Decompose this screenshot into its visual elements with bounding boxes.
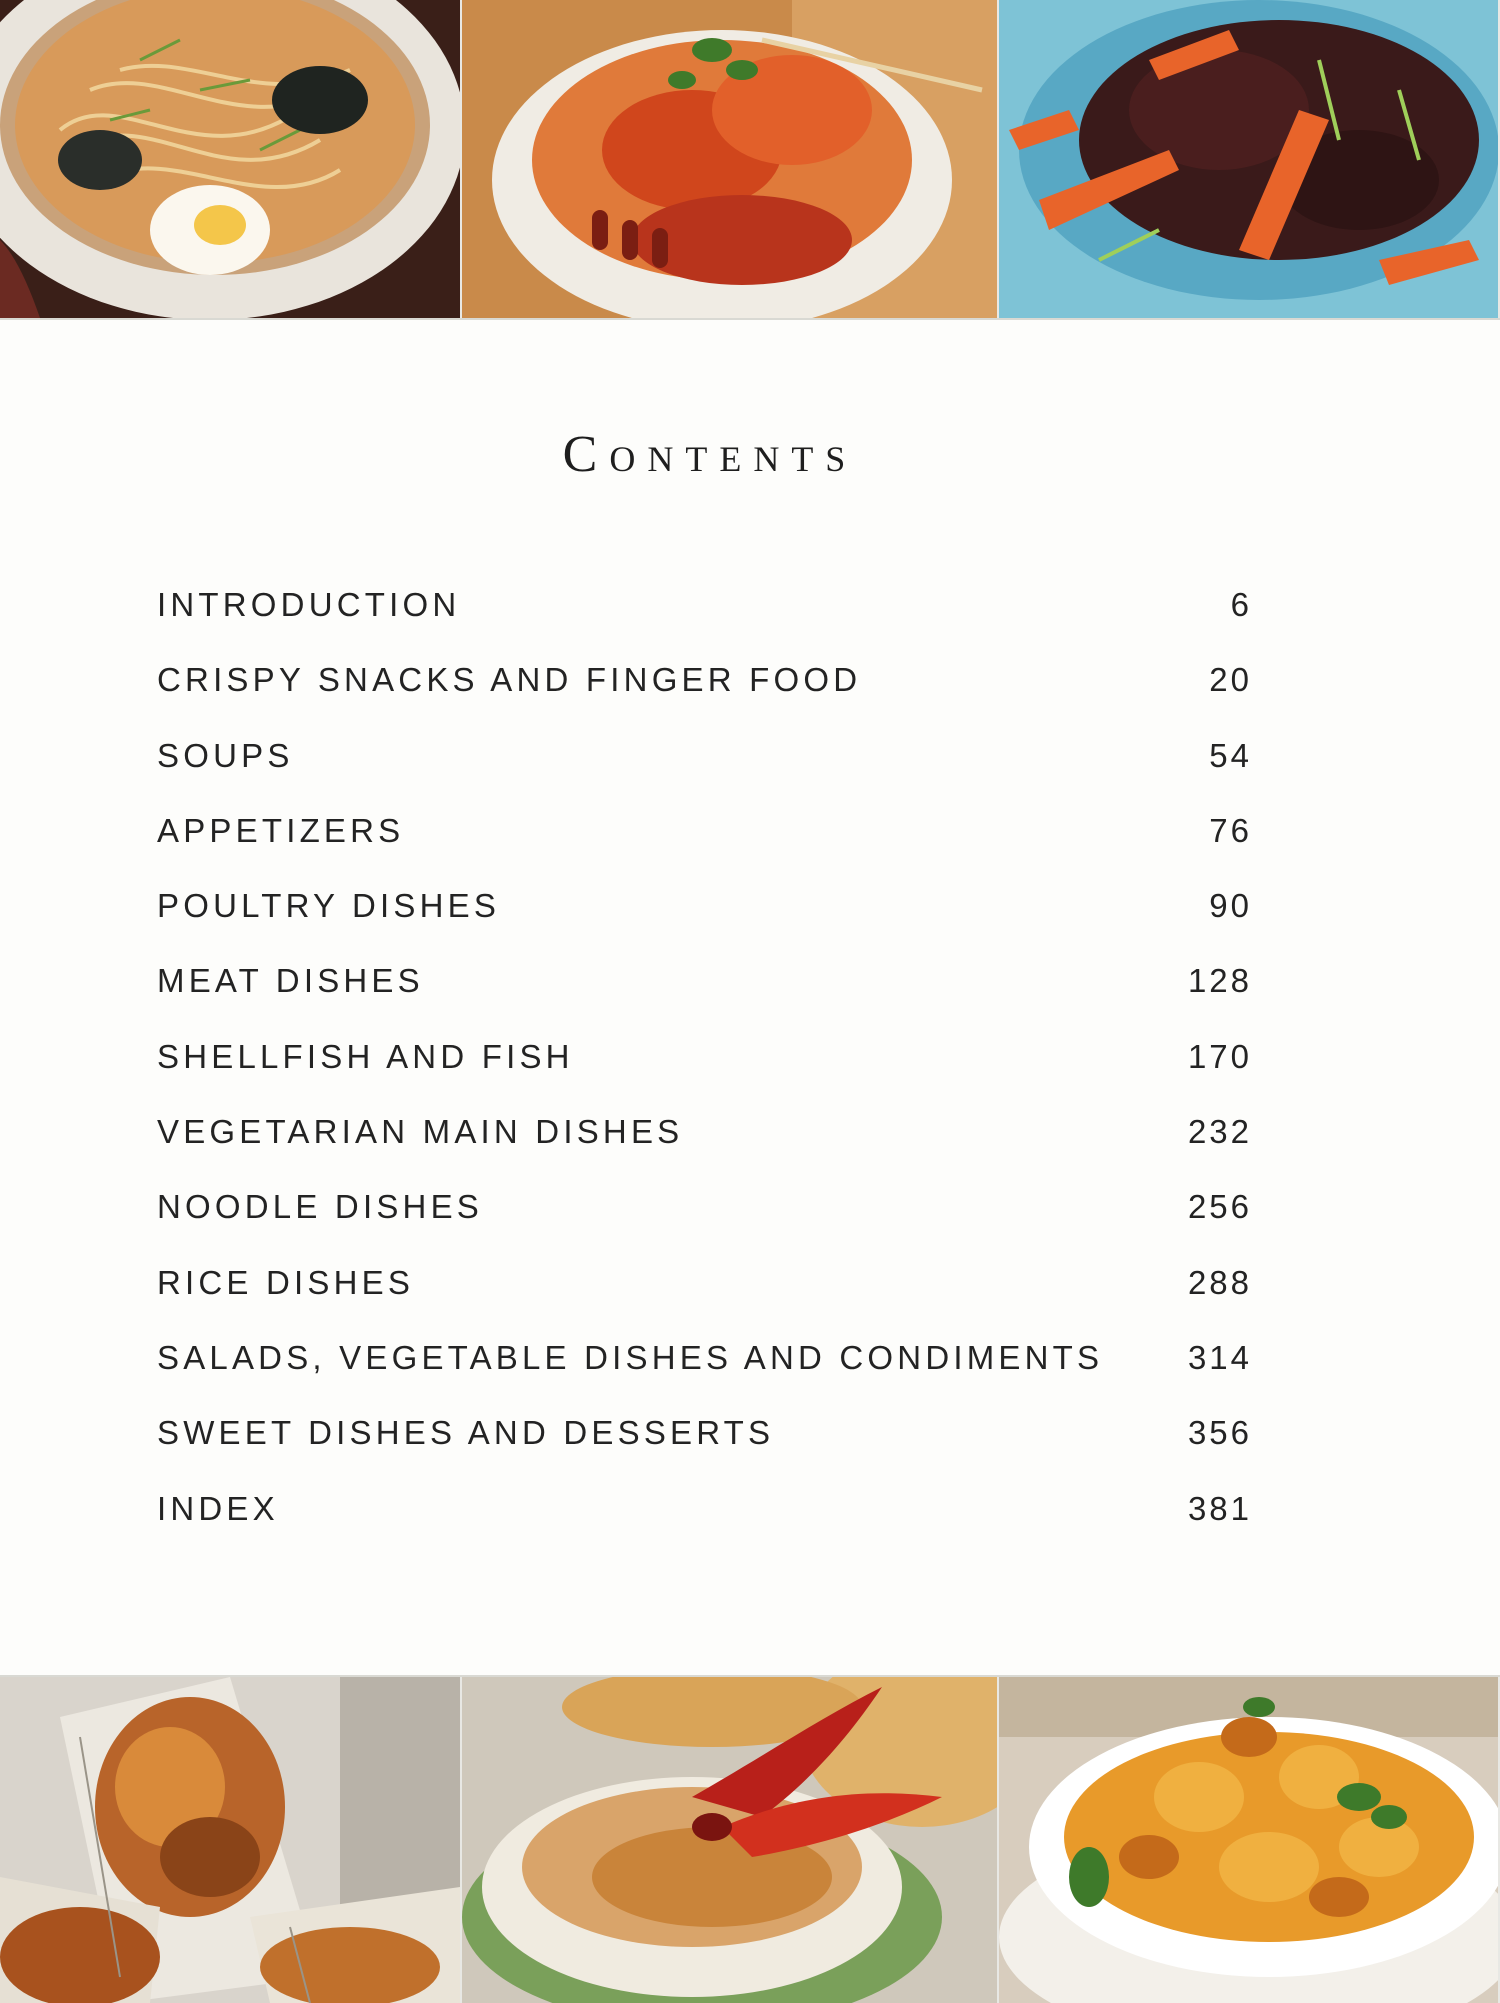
toc-entry-label: NOODLE DISHES [157,1188,483,1226]
curry-bowl-photo [999,1677,1498,2003]
toc-entry[interactable] [157,1264,1252,1339]
page-title: Contents [562,426,858,483]
toc-entry[interactable] [157,887,1252,962]
toc-entry-page: 6 [1230,586,1252,623]
toc-entry-page: 90 [1209,887,1252,925]
toc-entry-page: 356 [1187,1414,1252,1452]
table-of-contents [157,586,1252,1565]
toc-entry[interactable] [157,1490,1252,1565]
toc-entry[interactable] [157,1038,1252,1113]
top-photo-strip [0,0,1500,320]
toc-entry-label: VEGETARIAN MAIN DISHES [157,1113,684,1151]
paper-cone-snacks-photo [0,1677,460,2003]
toc-entry-label: APPETIZERS [157,811,405,849]
bottom-photo-strip [0,1675,1500,2003]
toc-entry[interactable] [157,1339,1252,1414]
toc-entry-page: 20 [1209,661,1252,699]
toc-entry-label: SOUPS [157,736,294,774]
toc-entry[interactable] [157,1113,1252,1188]
toc-entry-label: SHELLFISH AND FISH [157,1037,574,1075]
toc-entry-label: INTRODUCTION [157,586,461,623]
toc-entry[interactable] [157,586,1252,661]
toc-entry-label: SWEET DISHES AND DESSERTS [157,1414,775,1452]
toc-entry-page: 288 [1187,1263,1252,1301]
toc-entry[interactable] [157,737,1252,812]
toc-entry-page: 256 [1187,1188,1252,1226]
toc-entry[interactable] [157,1188,1252,1263]
toc-entry[interactable] [157,812,1252,887]
toc-entry-page: 76 [1209,811,1252,849]
toc-entry-label: MEAT DISHES [157,962,424,1000]
toc-entry-label: CRISPY SNACKS AND FINGER FOOD [157,661,862,699]
toc-entry-label: RICE DISHES [157,1263,415,1301]
toc-entry-page: 314 [1187,1338,1252,1376]
toc-entry[interactable] [157,661,1252,736]
toc-entry-label: INDEX [157,1489,279,1527]
toc-entry-label: SALADS, VEGETABLE DISHES AND CONDIMENTS [157,1338,1104,1376]
noodle-soup-photo [0,0,460,318]
toc-entry-page: 232 [1187,1113,1252,1151]
prawn-skewers-photo [462,0,997,318]
toc-entry-label: POULTRY DISHES [157,887,501,925]
toc-entry-page: 381 [1187,1489,1252,1527]
toc-entry[interactable] [157,962,1252,1037]
stir-fry-photo [999,0,1498,318]
toc-entry-page: 128 [1187,962,1252,1000]
creme-brulee-chili-photo [462,1677,997,2003]
toc-entry-page: 170 [1187,1037,1252,1075]
toc-entry-page: 54 [1209,736,1252,774]
toc-entry[interactable] [157,1414,1252,1489]
